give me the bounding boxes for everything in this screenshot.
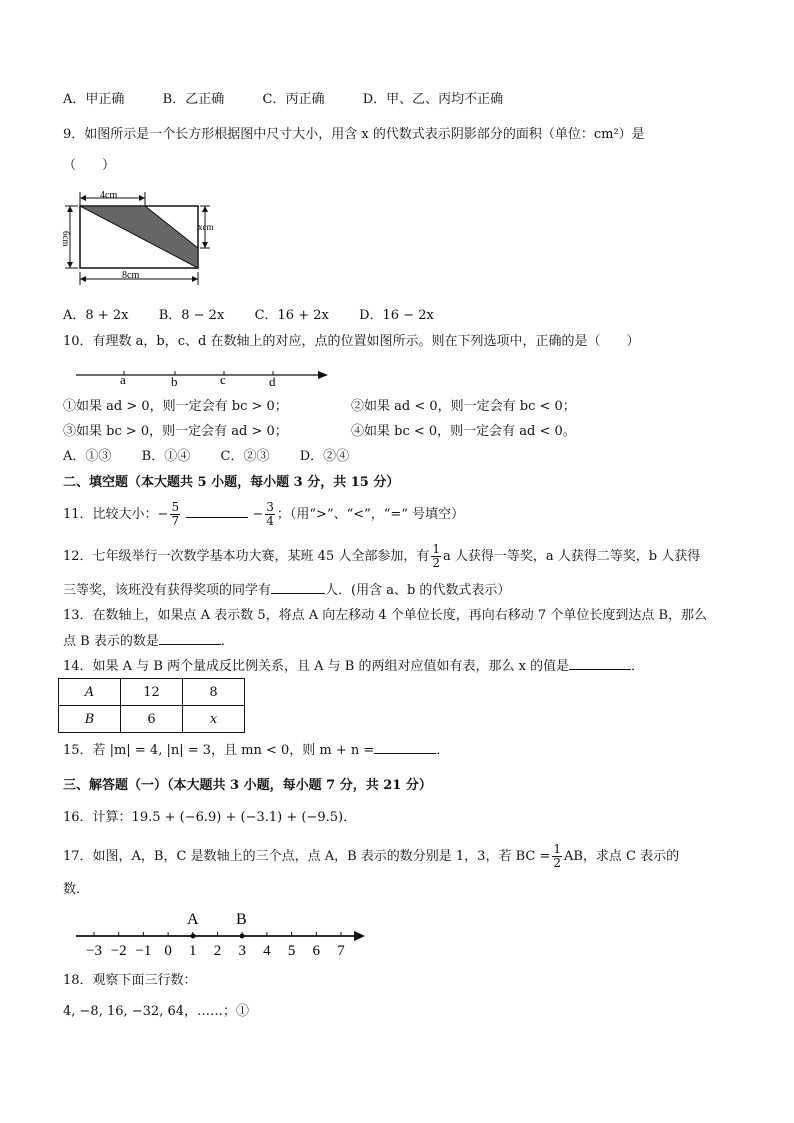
q9-option-d: D．16 − 2x [359, 308, 434, 323]
q17-label-a: A [187, 911, 199, 928]
q12-text-b: a 人获得一等奖，a 人获得二等奖，b 人获得 [443, 549, 701, 564]
q11-minus: − [252, 507, 264, 522]
q9-option-b: B．8 − 2x [158, 308, 225, 323]
q17-line-2: 数． [63, 882, 90, 897]
q17-fraction-numerator: 1 [553, 842, 561, 856]
q13-line-2 [63, 632, 234, 651]
q9-stem: 9．如图所示是一个长方形根据图中尺寸大小，用含 x 的代数式表示阴影部分的面积（单位：cm²）是 [63, 127, 645, 142]
q17-label-b: B [236, 911, 247, 928]
q17-tick-label: 1 [189, 943, 197, 958]
q8-option-d: D．甲、乙、丙均不正确 [362, 92, 504, 107]
q14-cell-a-1: 12 [121, 679, 183, 706]
q17-line-1 [63, 842, 679, 872]
q14-text [63, 657, 644, 676]
q11-fraction-1 [170, 501, 180, 528]
q14-stem: 14．如果 A 与 B 两个量成反比例关系，且 A 与 B 的两组对应值如有表，那么 x 的值是 [63, 659, 570, 674]
q17-tick-label: 0 [164, 943, 172, 958]
q16: 16．计算：19.5 + (−6.9) + (−3.1) + (−9.5)． [63, 810, 357, 825]
q17-number-line [74, 906, 368, 958]
q12-fraction-denominator: 2 [432, 556, 440, 570]
table-row [59, 706, 245, 733]
q12-fraction-numerator: 1 [432, 542, 440, 556]
q10-statement-4: ④如果 bc < 0，则一定会有 ad < 0。 [351, 424, 576, 439]
q9-option-c: C．16 + 2x [254, 308, 329, 323]
q9-option-a: A．8 + 2x [63, 308, 129, 323]
q14-cell-b-1: 6 [121, 706, 183, 733]
q14-table [58, 678, 245, 733]
q8-options [63, 91, 503, 109]
q15-stem: 15．若 |m| = 4, |n| = 3，且 mn < 0，则 m + n = [63, 743, 375, 758]
q18-line-1: 18．观察下面三行数： [63, 973, 197, 988]
q8-option-a: A．甲正确 [63, 92, 125, 107]
q9-paren: （ ） [63, 158, 116, 173]
q17-tick-label: 3 [238, 943, 246, 958]
q11-fraction-1-numerator: 5 [171, 500, 180, 514]
q17-fraction [552, 843, 562, 870]
q18-line-2: 4, −8, 16, −32, 64，……；① [63, 1004, 250, 1019]
q10-point-c: c [220, 372, 226, 387]
q11-fraction-2-denominator: 4 [266, 514, 274, 528]
q11-fraction-1-denominator: 7 [171, 514, 180, 528]
q17-point-a [191, 934, 196, 939]
q10-statement-2: ②如果 ad < 0，则一定会有 bc < 0； [351, 399, 576, 414]
q10-point-a: a [120, 372, 126, 387]
q17-tick-label: −2 [110, 943, 127, 958]
q9-rectangle-figure [60, 186, 220, 290]
q14-cell-b-2: x [183, 706, 245, 733]
q12-line2-a: 三等奖，该班没有获得奖项的同学有 [63, 583, 272, 598]
q11 [63, 500, 464, 530]
q10-options [63, 448, 349, 466]
q14-answer-blank[interactable] [569, 657, 631, 670]
q9-label-right: xcm [198, 222, 214, 232]
q11-prefix: 11．比较大小：− [63, 507, 169, 522]
q15-end: ． [436, 743, 450, 758]
q9-options [63, 307, 434, 325]
q17-tick-label: 4 [263, 943, 271, 958]
q15-answer-blank[interactable] [374, 741, 436, 754]
q14-cell-b-label: B [59, 706, 121, 733]
q14-cell-a-label: A [59, 679, 121, 706]
q9-label-left: 6cm [61, 231, 71, 247]
q10-statement-1: ①如果 ad > 0，则一定会有 bc > 0； [63, 399, 288, 414]
section-2-heading: 二、填空题（本大题共 5 小题，每小题 3 分，共 15 分） [63, 475, 400, 490]
q10-option-a: A．①③ [63, 449, 112, 464]
q17-tick-label: −1 [135, 943, 152, 958]
q15 [63, 741, 449, 760]
q17-text-a: 17．如图，A，B，C 是数轴上的三个点，点 A，B 表示的数分别是 1，3，若 BC = [63, 849, 551, 864]
q17-text-b: AB，求点 C 表示的 [563, 849, 680, 864]
q11-fraction-2-numerator: 3 [266, 500, 274, 514]
section-3-heading: 三、解答题（一）（本大题共 3 小题，每小题 7 分，共 21 分） [63, 778, 432, 793]
q12-fraction [431, 543, 441, 570]
q8-option-c: C．丙正确 [262, 92, 325, 107]
q10-option-d: D．②④ [299, 449, 350, 464]
table-row [59, 679, 245, 706]
q14-cell-a-2: 8 [183, 679, 245, 706]
q10-stem: 10．有理数 a，b，c、d 在数轴上的对应，点的位置如图所示。则在下列选项中，正确的是（ ） [63, 334, 640, 349]
q17-tick-label: 2 [213, 943, 222, 958]
q17-tick-label: 6 [312, 943, 321, 958]
q13-answer-blank[interactable] [159, 632, 221, 645]
q13-line-1: 13．在数轴上，如果点 A 表示数 5，将点 A 向左移动 4 个单位长度，再向右移动 7 个单位长度到达点 B，那么 [63, 608, 708, 623]
q9-label-top: 4cm [100, 190, 118, 201]
q17-point-b [240, 934, 245, 939]
q11-fraction-2 [265, 501, 275, 528]
q12-line-2 [63, 581, 510, 600]
q10-point-b: b [171, 374, 178, 388]
q12-line-1 [63, 542, 700, 572]
q10-point-d: d [269, 374, 276, 388]
q17-tick-label: 7 [337, 943, 345, 958]
q10-number-line [72, 362, 332, 388]
q12-line2-b: 人．(用含 a、b 的代数式表示） [325, 583, 511, 598]
q17-tick-label: −3 [86, 943, 102, 958]
q13-end: ． [220, 634, 234, 649]
q12-answer-blank[interactable] [271, 581, 325, 594]
q11-suffix: ；（用“>”、“<”，“=” 号填空） [276, 507, 465, 522]
q10-statement-3: ③如果 bc > 0，则一定会有 ad > 0； [63, 424, 288, 439]
q13-line2-text: 点 B 表示的数是 [63, 634, 159, 649]
q9-label-bottom: 8cm [122, 270, 140, 281]
q12-text-a: 12．七年级举行一次数学基本功大赛，某班 45 人全部参加，有 [63, 549, 430, 564]
q17-tick-label: 5 [287, 943, 296, 958]
q10-option-c: C．②③ [220, 449, 270, 464]
q14-end: ． [631, 659, 645, 674]
q8-option-b: B．乙正确 [162, 92, 225, 107]
q17-fraction-denominator: 2 [553, 856, 561, 870]
q11-answer-blank[interactable] [186, 505, 248, 518]
q10-option-b: B．①④ [141, 449, 191, 464]
